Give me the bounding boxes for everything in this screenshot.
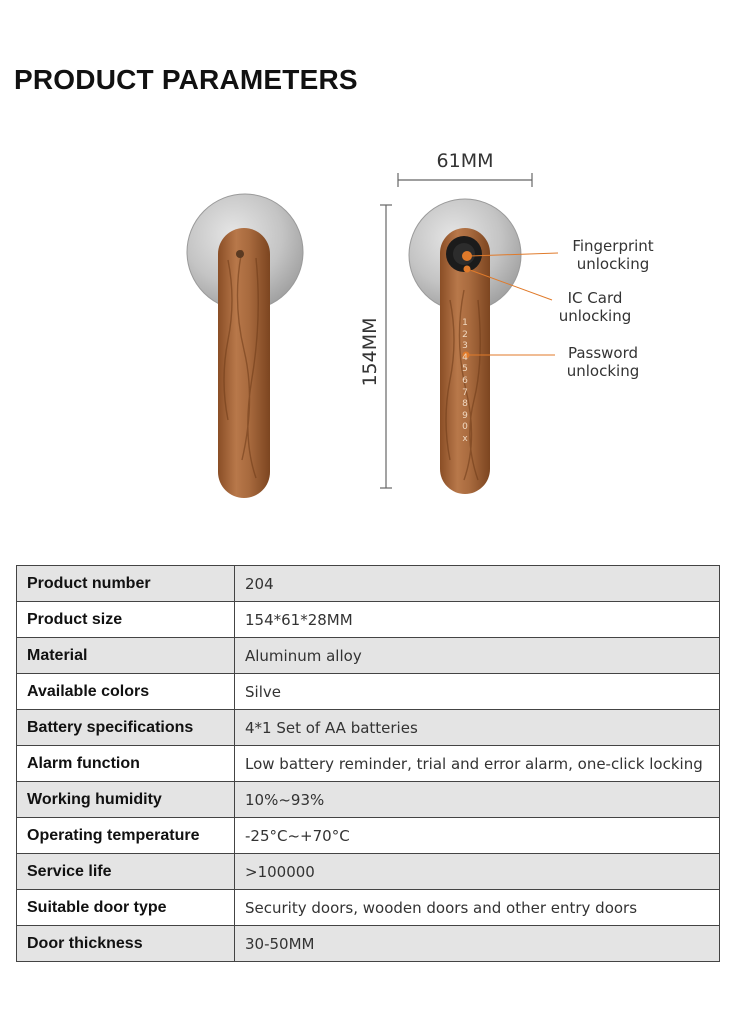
- keypad-digit: 7: [462, 387, 468, 398]
- param-label: Operating temperature: [17, 818, 235, 854]
- param-value: -25°C~+70°C: [235, 818, 720, 854]
- table-row: [17, 674, 720, 710]
- table-row: [17, 890, 720, 926]
- ic-card-callout: IC Card unlocking: [558, 289, 632, 325]
- param-label: Door thickness: [17, 926, 235, 962]
- param-label: Material: [17, 638, 235, 674]
- param-value: 154*61*28MM: [235, 602, 720, 638]
- keypad-digit: 8: [462, 399, 468, 410]
- keypad-digit: 4: [462, 352, 468, 363]
- fingerprint-callout: Fingerprint unlocking: [572, 237, 654, 273]
- keypad-digit: 9: [462, 410, 468, 421]
- keypad-digit: 3: [462, 341, 468, 352]
- parameters-table: [16, 565, 720, 962]
- screw-icon: [236, 250, 244, 258]
- password-callout: Password unlocking: [566, 344, 640, 380]
- table-row: [17, 926, 720, 962]
- param-label: Product size: [17, 602, 235, 638]
- width-dimension: 61MM: [436, 150, 494, 172]
- param-label: Alarm function: [17, 746, 235, 782]
- keypad-digit: 1: [462, 318, 468, 328]
- param-label: Product number: [17, 566, 235, 602]
- param-label: Service life: [17, 854, 235, 890]
- handle-back-view: [187, 194, 303, 498]
- param-value: >100000: [235, 854, 720, 890]
- param-value: Silve: [235, 674, 720, 710]
- keypad-digit: 6: [462, 375, 468, 386]
- keypad-digit: 0: [462, 422, 468, 433]
- table-row: [17, 818, 720, 854]
- param-label: Battery specifications: [17, 710, 235, 746]
- param-value: Aluminum alloy: [235, 638, 720, 674]
- table-row: [17, 854, 720, 890]
- param-label: Available colors: [17, 674, 235, 710]
- table-row: [17, 746, 720, 782]
- keypad-digit: x: [462, 433, 468, 444]
- page-title: PRODUCT PARAMETERS: [14, 64, 358, 95]
- keypad-digit: 2: [462, 329, 468, 340]
- param-label: Working humidity: [17, 782, 235, 818]
- param-value: Security doors, wooden doors and other entry doors: [235, 890, 720, 926]
- height-dimension: 154MM: [359, 317, 381, 387]
- param-value: Low battery reminder, trial and error alarm, one-click locking: [235, 746, 720, 782]
- param-value: 204: [235, 566, 720, 602]
- keypad-digit: 5: [462, 364, 468, 375]
- table-row: [17, 602, 720, 638]
- table-row: [17, 782, 720, 818]
- table-row: [17, 710, 720, 746]
- param-label: Suitable door type: [17, 890, 235, 926]
- param-value: 10%~93%: [235, 782, 720, 818]
- param-value: 30-50MM: [235, 926, 720, 962]
- table-row: [17, 566, 720, 602]
- param-value: 4*1 Set of AA batteries: [235, 710, 720, 746]
- keypad-digits: [457, 318, 473, 446]
- table-row: [17, 638, 720, 674]
